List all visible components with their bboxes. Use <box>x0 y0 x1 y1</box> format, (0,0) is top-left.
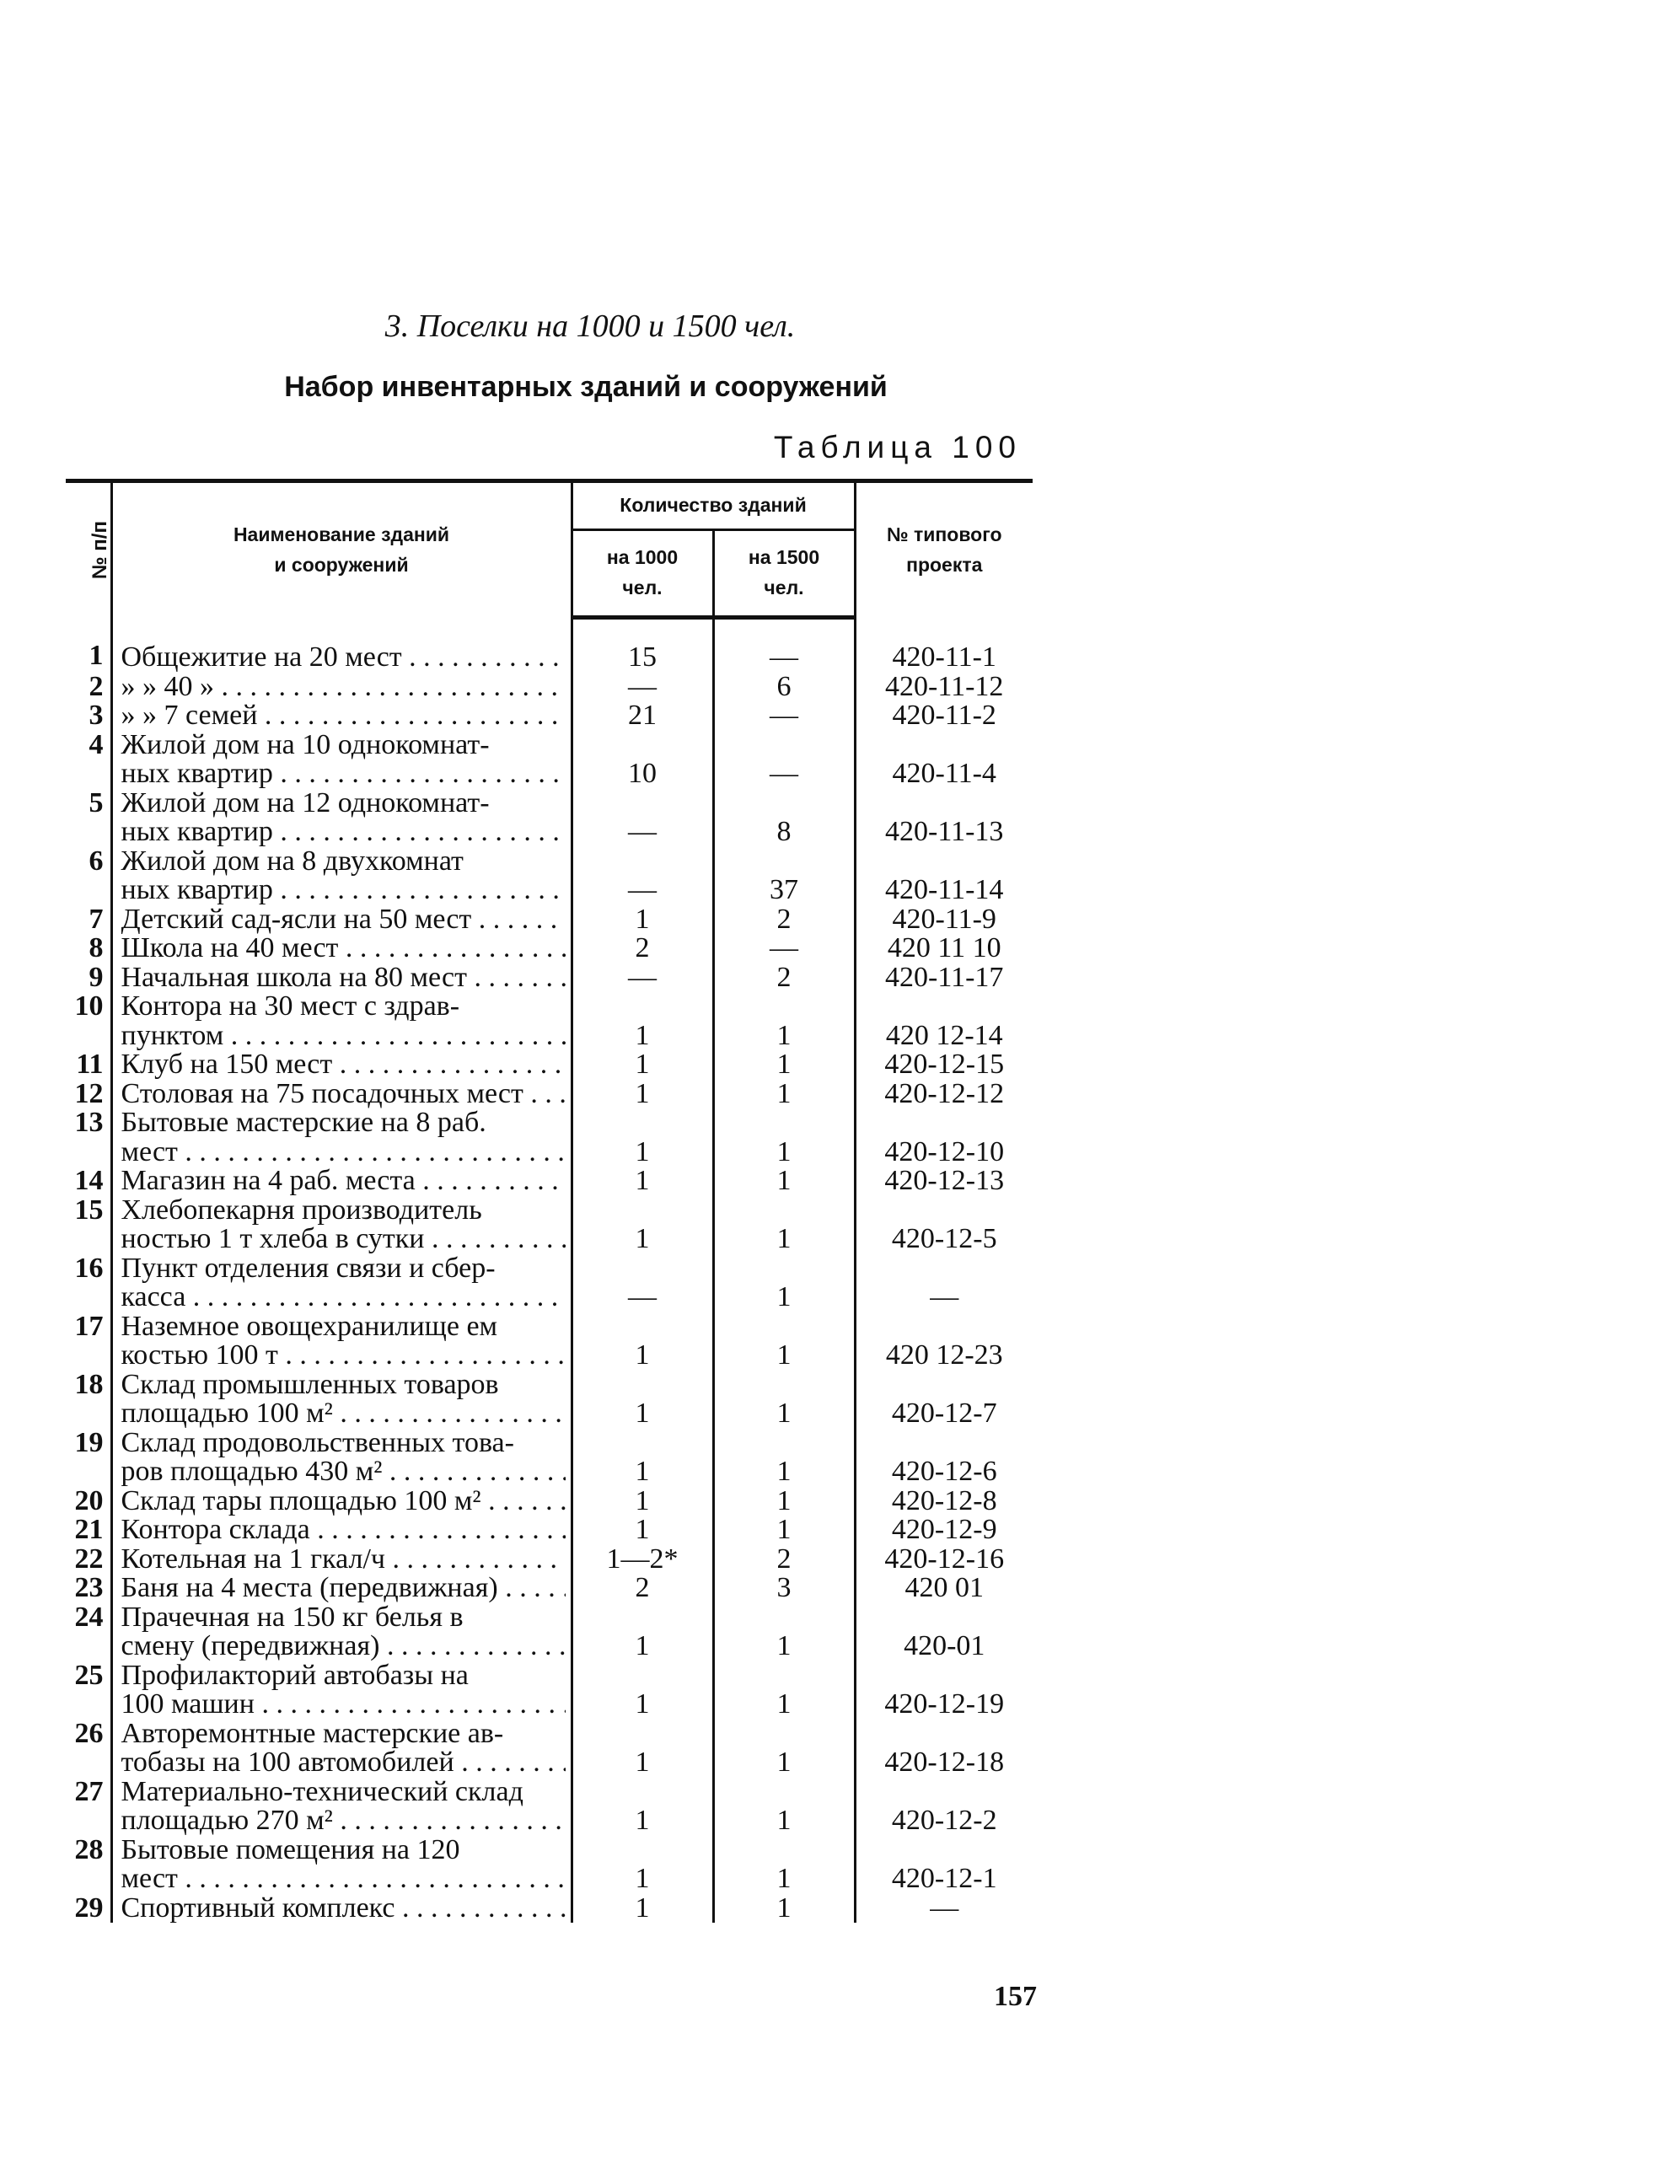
count-1000: 1 <box>572 1720 713 1778</box>
building-name-line: » » 40 » . . . <box>121 673 566 702</box>
table-row <box>66 1720 1033 1778</box>
table-row <box>66 1371 1033 1429</box>
table-subtitle: Набор инвентарных зданий и сооружений <box>284 371 888 403</box>
building-name-line: » » 7 семей . . . <box>121 701 566 731</box>
building-name <box>111 1894 572 1924</box>
project-number: — <box>855 1254 1033 1312</box>
project-number: 420-12-1 <box>855 1836 1033 1894</box>
building-name-line: смену (передвижная) . . . <box>121 1632 566 1661</box>
building-name <box>111 1312 572 1371</box>
building-name <box>111 992 572 1050</box>
count-1000: 1 <box>572 1836 713 1894</box>
building-name <box>111 934 572 963</box>
row-number: 27 <box>66 1778 111 1836</box>
count-1000: — <box>572 847 713 905</box>
count-1000: 1 <box>572 1603 713 1661</box>
project-number: 420-12-16 <box>855 1545 1033 1575</box>
header-count-1000-line2: чел. <box>622 577 663 598</box>
table-row <box>66 1050 1033 1080</box>
table-row <box>66 1836 1033 1894</box>
building-name <box>111 905 572 935</box>
row-number: 7 <box>66 905 111 935</box>
row-number: 3 <box>66 701 111 731</box>
table-row <box>66 1574 1033 1603</box>
count-1000: 1 <box>572 1894 713 1924</box>
count-1000: — <box>572 963 713 993</box>
building-name <box>111 728 572 789</box>
building-name-line: Склад продовольственных това- <box>121 1426 514 1458</box>
count-1000: 1 <box>572 992 713 1050</box>
count-1500: — <box>713 731 855 789</box>
count-1500: 1 <box>713 1371 855 1429</box>
building-name <box>111 847 572 905</box>
row-number: 19 <box>66 1429 111 1487</box>
count-1500: 1 <box>713 1429 855 1487</box>
building-name <box>111 1661 572 1720</box>
count-1000: 1 <box>572 1196 713 1254</box>
header-count-group: Количество зданий <box>572 481 855 530</box>
count-1000: 1 <box>572 1429 713 1487</box>
count-1500: 1 <box>713 1108 855 1167</box>
header-count-1000 <box>572 530 713 618</box>
project-number: — <box>855 1894 1033 1924</box>
project-number: 420 12-14 <box>855 992 1033 1050</box>
row-number: 28 <box>66 1836 111 1894</box>
project-number: 420-11-1 <box>855 618 1033 673</box>
table-row <box>66 1429 1033 1487</box>
row-number: 17 <box>66 1312 111 1371</box>
table-row <box>66 1894 1033 1924</box>
count-1000: 2 <box>572 1574 713 1603</box>
count-1500: 1 <box>713 1312 855 1371</box>
building-name-line: касса . . . <box>121 1283 566 1312</box>
building-name-line: Жилой дом на 10 однокомнат- <box>121 728 490 760</box>
header-name-line1: Наименование зданий <box>233 523 450 546</box>
building-name <box>111 786 572 847</box>
header-count-1500-line2: чел. <box>764 577 804 598</box>
table-row <box>66 905 1033 935</box>
count-1500: — <box>713 934 855 963</box>
count-1000: 1 <box>572 1516 713 1545</box>
header-count-1500-line1: на 1500 <box>748 546 820 569</box>
building-name-line: Склад промышленных товаров <box>121 1368 499 1400</box>
header-num <box>66 481 111 618</box>
row-number: 21 <box>66 1516 111 1545</box>
buildings-table <box>66 479 1033 1923</box>
table-row <box>66 1108 1033 1167</box>
table-row <box>66 1196 1033 1254</box>
building-name-line: Бытовые мастерские на 8 раб. <box>121 1107 486 1138</box>
building-name-line: ров площадью 430 м² . . . <box>121 1457 566 1487</box>
row-number: 25 <box>66 1661 111 1720</box>
table-row <box>66 992 1033 1050</box>
count-1500: 1 <box>713 1603 855 1661</box>
section-title: 3. Поселки на 1000 и 1500 чел. <box>384 309 796 344</box>
count-1500: 2 <box>713 1545 855 1575</box>
row-number: 2 <box>66 673 111 702</box>
row-number: 22 <box>66 1545 111 1575</box>
count-1500: 1 <box>713 1836 855 1894</box>
count-1500: — <box>713 701 855 731</box>
count-1500: 1 <box>713 1894 855 1924</box>
count-1500: 1 <box>713 1254 855 1312</box>
row-number: 4 <box>66 731 111 789</box>
count-1500: — <box>713 618 855 673</box>
row-number: 5 <box>66 789 111 847</box>
count-1000: 1 <box>572 1108 713 1167</box>
count-1000: 1 <box>572 1167 713 1196</box>
building-name-line: Детский сад-ясли на 50 мест . . . <box>121 905 566 935</box>
building-name-line: Спортивный комплекс . . . <box>121 1894 566 1924</box>
count-1500: 1 <box>713 1487 855 1516</box>
building-name <box>111 673 572 702</box>
building-name-line: костью 100 т . . . <box>121 1341 566 1371</box>
building-name <box>111 1167 572 1196</box>
row-number: 11 <box>66 1050 111 1080</box>
building-name-line: Котельная на 1 гкал/ч . . . <box>121 1545 566 1575</box>
project-number: 420-11-13 <box>855 789 1033 847</box>
header-project-line2: проекта <box>906 553 983 576</box>
building-name <box>111 963 572 993</box>
building-name-line: Контора склада . . . <box>121 1516 566 1545</box>
building-name-line: Жилой дом на 8 двухкомнат <box>121 845 464 877</box>
project-number: 420 11 10 <box>855 934 1033 963</box>
project-number: 420-12-12 <box>855 1080 1033 1109</box>
count-1000: 1 <box>572 1371 713 1429</box>
building-name-line: площадью 270 м² . . . <box>121 1806 566 1836</box>
count-1500: 8 <box>713 789 855 847</box>
building-name <box>111 1426 572 1487</box>
table-row <box>66 731 1033 789</box>
building-name-line: Столовая на 75 посадочных мест . . . <box>121 1080 566 1109</box>
table-row <box>66 701 1033 731</box>
building-name <box>111 1603 572 1661</box>
project-number: 420-12-5 <box>855 1196 1033 1254</box>
building-name-line: Общежитие на 20 мест . . . <box>121 643 566 673</box>
header-count-1000-line1: на 1000 <box>606 546 679 569</box>
project-number: 420-11-12 <box>855 673 1033 702</box>
project-number: 420-12-2 <box>855 1778 1033 1836</box>
count-1000: 1 <box>572 905 713 935</box>
count-1000: 1 <box>572 1080 713 1109</box>
table-body <box>66 618 1033 1924</box>
count-1500: 1 <box>713 992 855 1050</box>
count-1500: 1 <box>713 1778 855 1836</box>
building-name <box>111 1545 572 1575</box>
building-name <box>111 1368 572 1429</box>
count-1500: 2 <box>713 905 855 935</box>
table-row <box>66 1080 1033 1109</box>
count-1000: 1 <box>572 1661 713 1720</box>
count-1500: 1 <box>713 1661 855 1720</box>
building-name-line: ных квартир . . . <box>121 818 566 847</box>
building-name <box>111 1574 572 1603</box>
count-1000: 1 <box>572 1487 713 1516</box>
header-name-line2: и сооружений <box>274 553 409 576</box>
count-1500: 1 <box>713 1516 855 1545</box>
table-row <box>66 934 1033 963</box>
row-number: 18 <box>66 1371 111 1429</box>
count-1000: 1—2* <box>572 1545 713 1575</box>
project-number: 420-01 <box>855 1603 1033 1661</box>
count-1000: 15 <box>572 618 713 673</box>
building-name-line: Пункт отделения связи и сбер- <box>121 1252 496 1284</box>
row-number: 1 <box>66 618 111 673</box>
building-name-line: площадью 100 м² . . . <box>121 1399 566 1429</box>
building-name-line: Клуб на 150 мест . . . <box>121 1050 566 1080</box>
count-1000: — <box>572 789 713 847</box>
count-1000: — <box>572 673 713 702</box>
building-name-line: 100 машин . . . <box>121 1690 566 1720</box>
project-number: 420-11-9 <box>855 905 1033 935</box>
row-number: 16 <box>66 1254 111 1312</box>
count-1500: 1 <box>713 1050 855 1080</box>
project-number: 420-11-4 <box>855 731 1033 789</box>
count-1000: 1 <box>572 1312 713 1371</box>
project-number: 420-12-18 <box>855 1720 1033 1778</box>
count-1500: 6 <box>713 673 855 702</box>
count-1500: 1 <box>713 1080 855 1109</box>
building-name <box>111 618 572 673</box>
building-name-line: Профилакторий автобазы на <box>121 1659 469 1691</box>
header-name <box>111 481 572 618</box>
building-name-line: мест . . . <box>121 1138 566 1167</box>
count-1000: 1 <box>572 1050 713 1080</box>
table-row <box>66 1603 1033 1661</box>
table-row <box>66 1487 1033 1516</box>
building-name-line: Наземное овощехранилище ем <box>121 1310 498 1342</box>
row-number: 12 <box>66 1080 111 1109</box>
building-name <box>111 1516 572 1545</box>
building-name <box>111 1080 572 1109</box>
row-number: 20 <box>66 1487 111 1516</box>
project-number: 420 12-23 <box>855 1312 1033 1371</box>
building-name-line: ных квартир . . . <box>121 759 566 789</box>
count-1500: 2 <box>713 963 855 993</box>
building-name <box>111 1833 572 1894</box>
row-number: 14 <box>66 1167 111 1196</box>
count-1500: 37 <box>713 847 855 905</box>
header-project <box>855 481 1033 618</box>
row-number: 9 <box>66 963 111 993</box>
page-number: 157 <box>994 1981 1037 2012</box>
count-1000: — <box>572 1254 713 1312</box>
table-row <box>66 847 1033 905</box>
building-name <box>111 701 572 731</box>
building-name-line: Школа на 40 мест . . . <box>121 934 566 963</box>
building-name-line: ностью 1 т хлеба в сутки . . . <box>121 1225 566 1254</box>
building-name-line: Начальная школа на 80 мест . . . <box>121 963 566 993</box>
table-row <box>66 1167 1033 1196</box>
count-1500: 1 <box>713 1167 855 1196</box>
building-name <box>111 1717 572 1778</box>
building-name-line: Склад тары площадью 100 м² . . . <box>121 1487 566 1516</box>
building-name-line: ных квартир . . . <box>121 876 566 905</box>
building-name-line: Жилой дом на 12 однокомнат- <box>121 786 490 818</box>
project-number: 420-12-13 <box>855 1167 1033 1196</box>
row-number: 8 <box>66 934 111 963</box>
project-number: 420-12-9 <box>855 1516 1033 1545</box>
table-row <box>66 789 1033 847</box>
building-name-line: мест . . . <box>121 1865 566 1894</box>
row-number: 26 <box>66 1720 111 1778</box>
building-name-line: Авторемонтные мастерские ав- <box>121 1717 504 1749</box>
table-row <box>66 1545 1033 1575</box>
project-number: 420-12-10 <box>855 1108 1033 1167</box>
table-row <box>66 963 1033 993</box>
table-row <box>66 1778 1033 1836</box>
row-number: 24 <box>66 1603 111 1661</box>
project-number: 420-12-7 <box>855 1371 1033 1429</box>
project-number: 420-11-17 <box>855 963 1033 993</box>
building-name-line: Хлебопекарня производитель <box>121 1194 482 1226</box>
row-number: 13 <box>66 1108 111 1167</box>
table-row <box>66 1661 1033 1720</box>
building-name <box>111 1254 572 1312</box>
row-number: 23 <box>66 1574 111 1603</box>
table-row <box>66 673 1033 702</box>
row-number: 6 <box>66 847 111 905</box>
project-number: 420-12-8 <box>855 1487 1033 1516</box>
building-name-line: Магазин на 4 раб. места . . . <box>121 1167 566 1196</box>
building-name <box>111 1487 572 1516</box>
building-name <box>111 1775 572 1836</box>
project-number: 420-11-14 <box>855 847 1033 905</box>
row-number: 15 <box>66 1196 111 1254</box>
building-name-line: Баня на 4 места (передвижная) . . . <box>121 1574 566 1603</box>
project-number: 420-12-6 <box>855 1429 1033 1487</box>
building-name-line: Прачечная на 150 кг белья в <box>121 1601 464 1633</box>
count-1000: 1 <box>572 1778 713 1836</box>
table-row <box>66 1312 1033 1371</box>
building-name <box>111 1050 572 1080</box>
building-name-line: Контора на 30 мест с здрав- <box>121 990 460 1022</box>
count-1000: 21 <box>572 701 713 731</box>
count-1500: 1 <box>713 1720 855 1778</box>
project-number: 420-12-19 <box>855 1661 1033 1720</box>
count-1000: 2 <box>572 934 713 963</box>
building-name <box>111 1196 572 1254</box>
building-name-line: Бытовые помещения на 120 <box>121 1833 460 1865</box>
project-number: 420-11-2 <box>855 701 1033 731</box>
row-number: 29 <box>66 1894 111 1924</box>
count-1500: 3 <box>713 1574 855 1603</box>
building-name-line: тобазы на 100 автомобилей . . . <box>121 1748 566 1778</box>
header-num-label: № п/п <box>88 521 111 580</box>
table-row <box>66 1516 1033 1545</box>
count-1000: 10 <box>572 731 713 789</box>
project-number: 420-12-15 <box>855 1050 1033 1080</box>
project-number: 420 01 <box>855 1574 1033 1603</box>
table-row <box>66 1254 1033 1312</box>
count-1500: 1 <box>713 1196 855 1254</box>
building-name-line: пунктом . . . <box>121 1022 566 1051</box>
building-name <box>111 1108 572 1167</box>
row-number: 10 <box>66 992 111 1050</box>
table-row <box>66 618 1033 673</box>
building-name-line: Материально-технический склад <box>121 1775 523 1807</box>
header-count-1500 <box>713 530 855 618</box>
header-project-line1: № типового <box>886 523 1002 546</box>
table-label: Таблица 100 <box>773 430 1022 464</box>
